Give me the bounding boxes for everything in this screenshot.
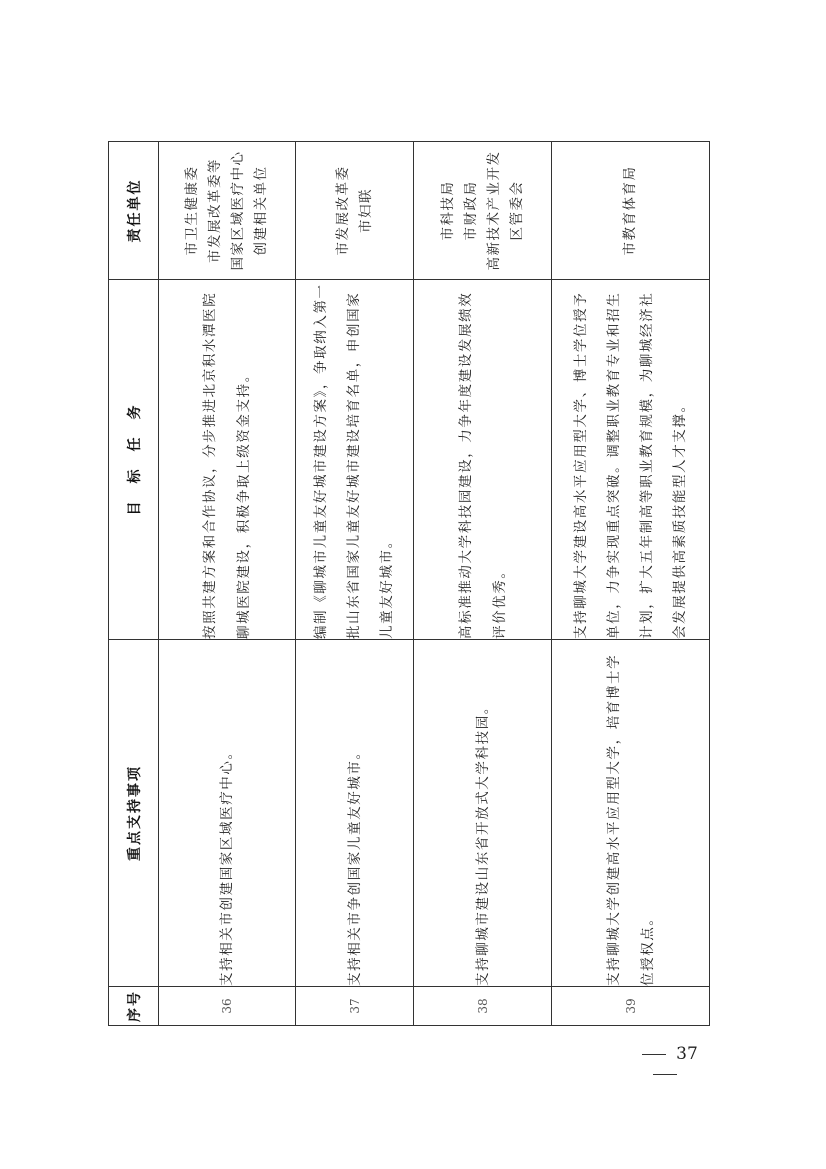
table-row [296, 142, 414, 1026]
responsible-unit: 高新技术产业开发 [485, 150, 502, 271]
responsible-unit: 创建相关单位 [253, 165, 269, 256]
table-header-row [109, 142, 159, 1026]
row-responsible [552, 142, 710, 280]
responsible-unit: 市卫生健康委 [184, 165, 200, 256]
rotated-table-container [108, 142, 709, 1026]
row-index: 38 [414, 987, 552, 1026]
responsible-unit: 国家区域医疗中心 [230, 150, 246, 271]
table-row [159, 142, 296, 1026]
dash-left [642, 1054, 666, 1055]
row-responsible [296, 142, 414, 280]
row-index: 37 [296, 987, 414, 1026]
row-item: 支持相关市争创国家儿童友好城市。 [296, 640, 414, 987]
responsible-unit: 市财政局 [462, 180, 479, 241]
responsible-unit: 市发展改革委等 [207, 158, 223, 263]
header-responsible: 责任单位 [109, 142, 159, 280]
page-number-text: 37 [676, 1044, 698, 1064]
row-item: 支持聊城市建设山东省开放式大学科技园。 [414, 640, 552, 987]
responsible-unit: 市妇联 [357, 188, 374, 233]
responsible-unit: 市科技局 [439, 180, 456, 241]
row-responsible [159, 142, 296, 280]
table-row [552, 142, 710, 1026]
dash-right [653, 1074, 677, 1075]
table-row [414, 142, 552, 1026]
support-items-table [108, 141, 710, 1026]
row-item: 支持相关市创建国家区域医疗中心。 [159, 640, 296, 987]
header-item: 重点支持事项 [109, 640, 159, 987]
responsible-unit: 区管委会 [508, 180, 525, 241]
page-number [620, 1044, 710, 1084]
row-task: 支持聊城大学建设高水平应用型大学、博士学位授予单位，力争实现重点突破。调整职业教育专业和招生计划，扩大五年制高等职业教育规模，为聊城经济社会发展提供高素质技能型人才支撑。 [552, 280, 710, 640]
responsible-unit: 市教育体育局 [622, 165, 638, 256]
row-responsible [414, 142, 552, 280]
responsible-unit: 市发展改革委 [334, 165, 351, 256]
row-index: 39 [552, 987, 710, 1026]
header-task: 目 标 任 务 [109, 280, 159, 640]
row-item: 支持聊城大学创建高水平应用型大学，培育博士学位授权点。 [552, 640, 710, 987]
row-task: 按照共建方案和合作协议，分步推进北京积水潭医院聊城医院建设，积极争取上级资金支持。 [159, 280, 296, 640]
row-task: 高标准推动大学科技园建设，力争年度建设发展绩效评价优秀。 [414, 280, 552, 640]
row-index: 36 [159, 987, 296, 1026]
row-task: 编制《聊城市儿童友好城市建设方案》，争取纳入第一批山东省国家儿童友好城市建设培育名单，申创国家儿童友好城市。 [296, 280, 414, 640]
header-index: 序号 [109, 987, 159, 1026]
